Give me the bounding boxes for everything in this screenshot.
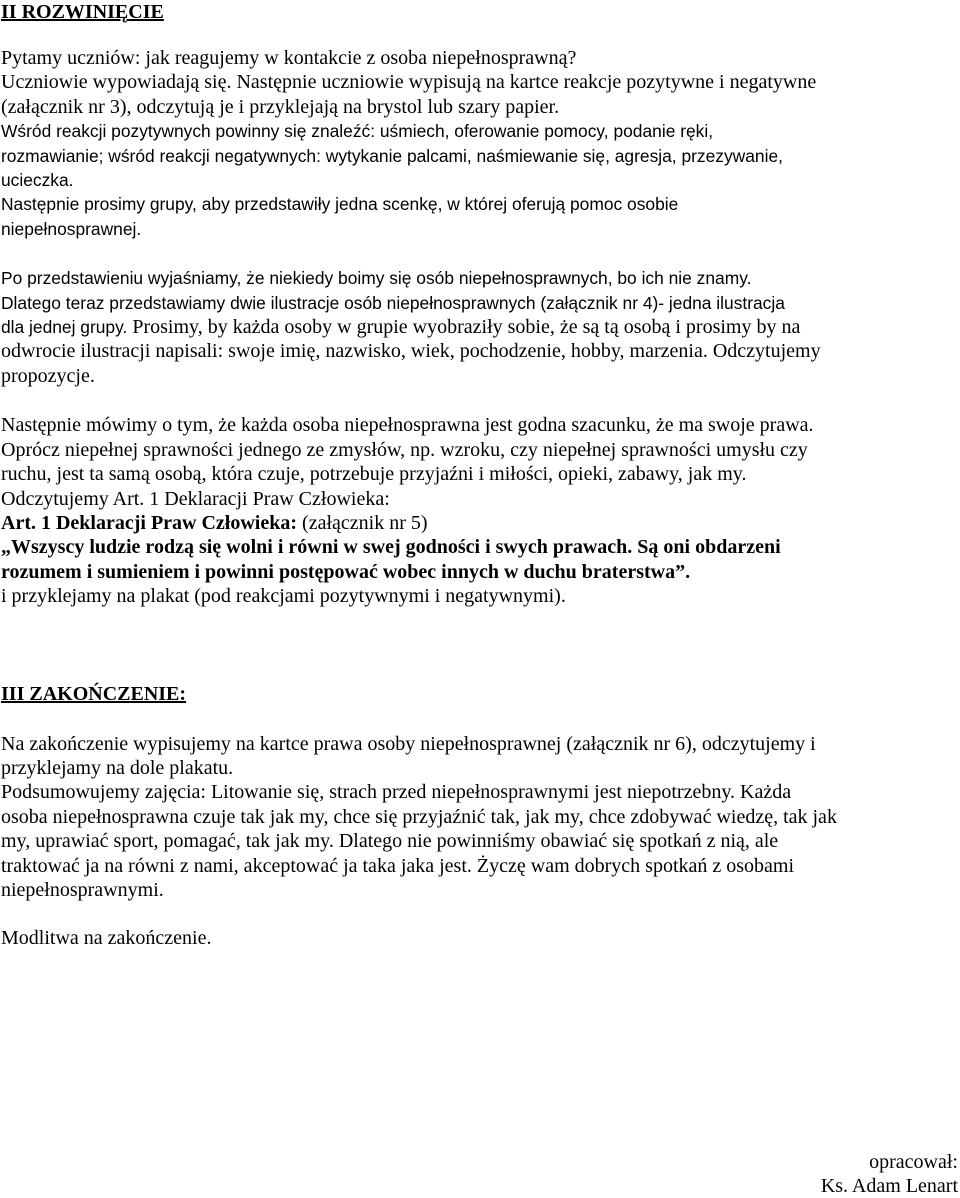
text-line: propozycje. <box>1 364 95 387</box>
text-line: Oprócz niepełnej sprawności jednego ze zmysłów, np. wzroku, czy niepełnej sprawności umysłu czy <box>1 438 808 461</box>
paragraph-intro <box>1 46 958 119</box>
article-label <box>1 511 958 535</box>
article-quote-line: rozumem i sumieniem i powinni postępować wobec innych w duchu braterstwa”. <box>1 560 691 583</box>
text-line: Podsumowujemy zajęcia: Litowanie się, strach przed niepełnosprawnymi jest niepotrzebny. Każda <box>1 781 792 804</box>
signature-label: opracował: <box>869 1151 958 1173</box>
paragraph-respect <box>1 413 958 608</box>
text-line: Pytamy uczniów: jak reagujemy w kontakcie z osoba niepełnosprawną? <box>1 47 577 69</box>
signature-block <box>821 1150 958 1198</box>
article-label-bold: Art. 1 Deklaracji Praw Człowieka: <box>1 511 298 534</box>
signature-author: Ks. Adam Lenart <box>820 1175 958 1197</box>
text-line: ucieczka. <box>1 170 74 191</box>
text-line: Dlatego teraz przedstawiamy dwie ilustracje osób niepełnosprawnych (załącznik nr 4)- jedna ilustracja <box>1 292 785 313</box>
text-line: Na zakończenie wypisujemy na kartce prawa osoby niepełnosprawnej (załącznik nr 6), odczytujemy i <box>1 732 816 755</box>
paragraph-reactions <box>1 119 958 241</box>
article-quote-line: „Wszyscy ludzie rodzą się wolni i równi w swej godności i swych prawach. Są oni obdarzeni <box>1 536 781 559</box>
text-line: przyklejamy na dole plakatu. <box>1 756 234 779</box>
text-line: my, uprawiać sport, pomagać, tak jak my. Dlatego nie powinniśmy obawiać się spotkań z nią, ale <box>1 830 779 853</box>
text-line: rozmawianie; wśród reakcji negatywnych: wytykanie palcami, naśmiewanie się, agresja, przezywanie, <box>1 145 783 166</box>
text-line: Uczniowie wypowiadają się. Następnie uczniowie wypisują na kartce reakcje pozytywne i negatywne <box>1 71 817 94</box>
paragraph-illustrations <box>1 266 958 388</box>
text-line: ruchu, jest ta samą osobą, która czuje, potrzebuje przyjaźni i miłości, opieki, zabawy, jak my. <box>1 463 747 486</box>
text-line: Po przedstawieniu wyjaśniamy, że niekiedy boimy się osób niepełnosprawnych, bo ich nie znamy. <box>1 268 752 289</box>
text-line: i przyklejamy na plakat (pod reakcjami pozytywnymi i negatywnymi). <box>1 585 566 608</box>
text-line: niepełnosprawnej. <box>1 218 142 239</box>
text-line: (załącznik nr 3), odczytują je i przyklejają na brystol lub szary papier. <box>1 95 560 118</box>
section-heading-ending: III ZAKOŃCZENIE: <box>1 682 187 705</box>
paragraph-ending <box>1 732 958 903</box>
text-line: Następnie mówimy o tym, że każda osoba niepełnosprawna jest godna szacunku, że ma swoje prawa. <box>1 414 814 437</box>
text-line: osoba niepełnosprawna czuje tak jak my, chce się przyjaźnić tak, jak my, chce zdobywać wiedzę, tak jak <box>1 805 837 828</box>
text-segment: Prosimy, by każda osoby w grupie wyobraziły sobie, że są tą osobą i prosimy by na <box>127 316 801 339</box>
section-heading-development: II ROZWINIĘCIE <box>1 1 164 23</box>
text-line-mixed <box>1 315 958 339</box>
text-segment: dla jednej grupy. <box>1 317 128 338</box>
text-line: Wśród reakcji pozytywnych powinny się znaleźć: uśmiech, oferowanie pomocy, podanie ręki, <box>1 121 714 142</box>
article-label-rest: (załącznik nr 5) <box>297 511 428 534</box>
closing-prayer: Modlitwa na zakończenie. <box>1 927 212 950</box>
text-line: traktować ja na równi z nami, akceptować ja taka jaka jest. Życzę wam dobrych spotkań z osobami <box>1 854 795 877</box>
text-line: Odczytujemy Art. 1 Deklaracji Praw Człowieka: <box>1 487 390 510</box>
text-line: niepełnosprawnymi. <box>1 878 164 901</box>
text-line: odwrocie ilustracji napisali: swoje imię, nazwisko, wiek, pochodzenie, hobby, marzenia. Odczytujemy <box>1 340 821 363</box>
text-line: Następnie prosimy grupy, aby przedstawiły jedna scenkę, w której oferują pomoc osobie <box>1 194 679 215</box>
